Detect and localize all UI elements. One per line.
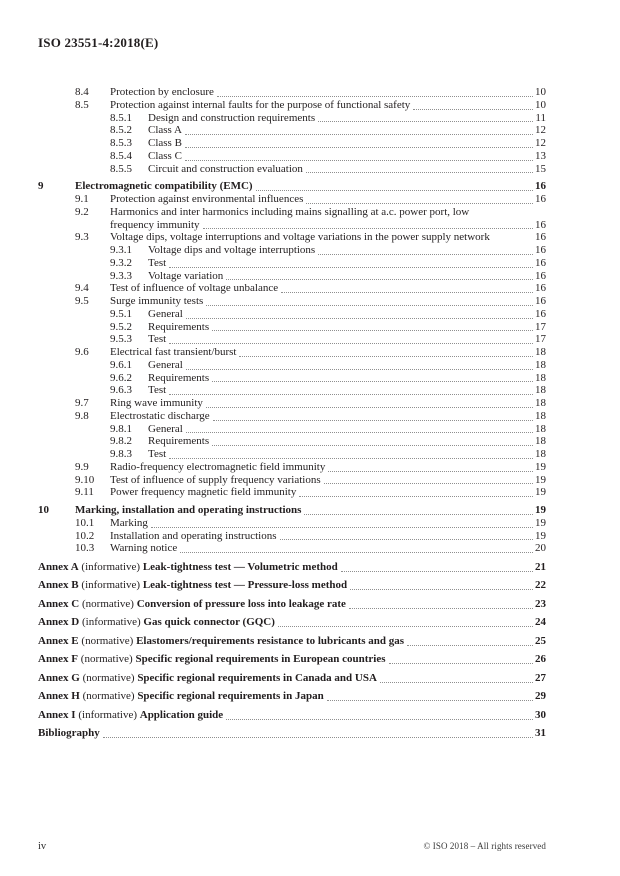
toc-entry-page: 15 xyxy=(535,162,546,175)
toc-annex-entry[interactable] xyxy=(38,690,546,703)
toc-entry[interactable] xyxy=(38,112,546,125)
toc-entry-number: 8.5.1 xyxy=(110,111,132,124)
toc-entry-page: 21 xyxy=(535,560,546,573)
toc-entry-title: Class C xyxy=(148,149,182,162)
toc-entry-page: 16 xyxy=(535,193,546,205)
toc-entry-title: Test xyxy=(148,384,167,397)
toc-entry-title: Test xyxy=(148,333,167,346)
dot-leader xyxy=(103,735,533,738)
toc-entry[interactable] xyxy=(38,504,546,517)
dot-leader xyxy=(206,303,533,306)
toc-entry-title: Protection against environmental influences xyxy=(110,193,304,205)
toc-entry[interactable] xyxy=(38,163,546,176)
toc-entry[interactable] xyxy=(38,321,546,334)
toc-entry-page: 11 xyxy=(535,111,546,124)
toc-annex-entry[interactable] xyxy=(38,579,546,592)
toc-entry-page: 16 xyxy=(535,282,546,295)
toc-entry-title: Annex H (normative) Specific regional requirements in Japan xyxy=(38,690,324,702)
toc-entry-title: Requirements xyxy=(148,371,210,384)
toc-entry[interactable] xyxy=(38,530,546,543)
dot-leader xyxy=(206,405,533,408)
toc-entry-page: 18 xyxy=(535,422,546,435)
toc-entry[interactable] xyxy=(38,99,546,112)
toc-entry[interactable] xyxy=(38,86,546,99)
toc-entry-title: Test xyxy=(148,256,167,269)
dot-leader xyxy=(413,107,533,110)
dot-leader xyxy=(256,188,533,191)
toc-entry-number: 9.5.2 xyxy=(110,320,132,333)
toc-entry-title: Class B xyxy=(148,137,182,149)
toc-entry-page: 30 xyxy=(535,708,546,721)
toc-entry[interactable] xyxy=(38,295,546,308)
toc-entry-page: 17 xyxy=(535,333,546,346)
dot-leader xyxy=(318,119,533,122)
toc-entry-title: Annex D (informative) Gas quick connector (GQC) xyxy=(38,616,275,628)
toc-entry-page: 16 xyxy=(535,269,546,282)
toc-entry-page: 16 xyxy=(535,295,546,307)
toc-entry-number: 9.2 xyxy=(75,205,89,218)
toc-entry-number: 10.3 xyxy=(75,542,95,555)
dot-leader xyxy=(328,469,533,472)
dot-leader xyxy=(212,379,533,382)
dot-leader xyxy=(151,525,533,528)
toc-annex-entry[interactable] xyxy=(38,709,546,722)
toc-entry-page: 31 xyxy=(535,727,546,739)
toc-entry-page: 18 xyxy=(535,448,546,460)
toc-entry[interactable] xyxy=(38,270,546,283)
toc-entry-page: 19 xyxy=(535,529,546,542)
toc-entry-title: Bibliography xyxy=(38,727,100,739)
toc-entry-number: 9.8.1 xyxy=(110,422,132,435)
dot-leader xyxy=(281,290,533,293)
toc-entry-title: Test xyxy=(148,448,167,460)
dot-leader xyxy=(203,226,533,229)
dot-leader xyxy=(186,316,533,319)
toc-entry-title: Voltage dips and voltage interruptions xyxy=(148,244,316,256)
toc-entry-title: Requirements xyxy=(148,320,210,333)
toc-entry-title: Electrical fast transient/burst xyxy=(110,346,237,358)
toc-entry-title: Electrostatic discharge xyxy=(110,409,210,422)
toc-entry-page: 19 xyxy=(535,486,546,499)
dot-leader xyxy=(278,624,533,627)
dot-leader xyxy=(306,170,533,173)
toc-entry-title: Annex B (informative) Leak-tightness test — Pressure-loss method xyxy=(38,579,348,591)
dot-leader xyxy=(185,158,533,161)
toc-entry-number: 9.7 xyxy=(75,397,89,409)
toc-annex-entry[interactable] xyxy=(38,616,546,629)
toc-entry-number: 9.11 xyxy=(75,486,94,499)
table-of-contents xyxy=(38,86,546,740)
toc-entry-title: General xyxy=(148,422,183,435)
toc-annex-entry[interactable] xyxy=(38,561,546,574)
toc-entry-page: 16 xyxy=(535,244,546,256)
toc-entry-number: 9.6 xyxy=(75,346,89,358)
toc-entry-title-line2: frequency immunity xyxy=(110,218,200,231)
toc-entry-page: 20 xyxy=(535,542,546,555)
toc-entry[interactable] xyxy=(38,410,546,423)
toc-entry-page: 24 xyxy=(535,616,546,628)
toc-entry-title: Annex F (normative) Specific regional requirements in European countries xyxy=(38,653,386,665)
toc-entry-title: Annex G (normative) Specific regional requirements in Canada and USA xyxy=(38,671,377,684)
dot-leader xyxy=(169,392,533,395)
toc-entry[interactable] xyxy=(38,372,546,385)
dot-leader xyxy=(304,512,533,515)
dot-leader xyxy=(213,418,533,421)
toc-entry-page: 26 xyxy=(535,653,546,665)
toc-entry-title: Marking, installation and operating instructions xyxy=(75,504,302,516)
page-footer xyxy=(38,841,546,852)
dot-leader xyxy=(299,494,533,497)
toc-entry-page: 16 xyxy=(535,180,546,193)
dot-leader xyxy=(407,643,533,646)
toc-entry-page: 17 xyxy=(535,320,546,333)
toc-entry-title: Annex C (normative) Conversion of pressure loss into leakage rate xyxy=(38,597,346,610)
toc-entry-number: 8.5 xyxy=(75,98,89,111)
toc-entry-page: 23 xyxy=(535,597,546,610)
dot-leader xyxy=(239,354,533,357)
toc-entry-page: 12 xyxy=(535,137,546,149)
toc-entry-title: General xyxy=(148,307,183,320)
dot-leader xyxy=(341,569,533,572)
dot-leader xyxy=(226,717,533,720)
dot-leader xyxy=(180,550,533,553)
toc-annex-entry[interactable] xyxy=(38,672,546,685)
toc-entry-page: 22 xyxy=(535,579,546,591)
dot-leader xyxy=(280,537,534,540)
toc-entry-number: 9.1 xyxy=(75,193,89,205)
toc-entry[interactable] xyxy=(38,137,546,150)
toc-entry[interactable] xyxy=(38,180,546,193)
toc-entry-number: 9.3.1 xyxy=(110,244,132,256)
toc-entry-page: 25 xyxy=(535,634,546,647)
toc-entry-page: 16 xyxy=(535,307,546,320)
dot-leader xyxy=(491,241,534,244)
toc-entry[interactable] xyxy=(38,359,546,372)
toc-entry[interactable] xyxy=(38,474,546,487)
toc-entry-title: Test of influence of voltage unbalance xyxy=(110,282,279,295)
dot-leader xyxy=(212,328,533,331)
dot-leader xyxy=(318,252,533,255)
toc-entry[interactable] xyxy=(38,423,546,436)
toc-entry-number: 8.5.5 xyxy=(110,162,132,175)
toc-entry-title: Warning notice xyxy=(110,542,178,555)
toc-entry[interactable] xyxy=(38,257,546,270)
toc-entry-page: 16 xyxy=(535,218,546,231)
toc-entry-number: 10 xyxy=(38,504,49,516)
toc-entry-number: 9.3.2 xyxy=(110,256,132,269)
toc-annex-entry[interactable] xyxy=(38,653,546,666)
toc-entry[interactable] xyxy=(38,308,546,321)
toc-entry-title: Annex A (informative) Leak-tightness test — Volumetric method xyxy=(38,560,338,573)
toc-entry-title: Radio-frequency electromagnetic field immunity xyxy=(110,460,326,473)
dot-leader xyxy=(212,443,533,446)
toc-entry-title: Protection against internal faults for the purpose of functional safety xyxy=(110,98,411,111)
toc-entry[interactable] xyxy=(38,517,546,530)
toc-entry-number: 9.5.1 xyxy=(110,307,132,320)
toc-entry-page: 18 xyxy=(535,435,546,448)
toc-entry-number: 9.6.2 xyxy=(110,371,132,384)
toc-entry-title xyxy=(110,206,546,232)
toc-annex-entry[interactable] xyxy=(38,598,546,611)
toc-entry-number: 9.9 xyxy=(75,460,89,473)
toc-entry-page: 13 xyxy=(535,149,546,162)
dot-leader xyxy=(349,606,533,609)
toc-entry-number: 9 xyxy=(38,180,44,193)
dot-leader xyxy=(185,145,533,148)
toc-entry-page: 19 xyxy=(535,460,546,473)
toc-entry-page: 16 xyxy=(535,231,546,244)
toc-entry-title: Power frequency magnetic field immunity xyxy=(110,486,297,499)
toc-entry[interactable] xyxy=(38,435,546,448)
toc-entry-title: Circuit and construction evaluation xyxy=(148,162,303,175)
toc-entry[interactable] xyxy=(38,333,546,346)
toc-entry-title: Test of influence of supply frequency variations xyxy=(110,473,321,486)
toc-entry[interactable] xyxy=(38,231,546,244)
toc-entry-number: 9.8.2 xyxy=(110,435,132,448)
toc-entry-page: 18 xyxy=(535,397,546,409)
toc-entry-number: 9.3 xyxy=(75,231,89,244)
toc-entry[interactable] xyxy=(38,461,546,474)
toc-entry[interactable] xyxy=(38,282,546,295)
toc-entry-number: 9.6.1 xyxy=(110,358,132,371)
toc-entry-title: Design and construction requirements xyxy=(148,111,316,124)
dot-leader xyxy=(350,587,533,590)
toc-annex-entry[interactable] xyxy=(38,635,546,648)
toc-entry-number: 9.8.3 xyxy=(110,448,132,460)
toc-entry-number: 9.4 xyxy=(75,282,89,295)
toc-entry-number: 8.5.4 xyxy=(110,149,132,162)
toc-entry[interactable] xyxy=(38,542,546,555)
toc-entry-number: 8.4 xyxy=(75,86,89,98)
toc-bibliography-entry[interactable] xyxy=(38,727,546,740)
toc-entry-page: 18 xyxy=(535,371,546,384)
toc-entry-title: Requirements xyxy=(148,435,210,448)
toc-entry[interactable] xyxy=(38,486,546,499)
toc-entry[interactable] xyxy=(38,384,546,397)
toc-entry-number: 10.1 xyxy=(75,516,95,529)
toc-entry-page: 18 xyxy=(535,409,546,422)
toc-entry[interactable] xyxy=(38,206,546,232)
dot-leader xyxy=(169,456,533,459)
dot-leader xyxy=(324,481,533,484)
toc-entry-page: 29 xyxy=(535,690,546,702)
toc-entry-page: 18 xyxy=(535,358,546,371)
toc-entry-title: Voltage dips, voltage interruptions and voltage variations in the power supply network xyxy=(110,231,490,244)
toc-entry[interactable] xyxy=(38,150,546,163)
toc-entry[interactable] xyxy=(38,397,546,410)
toc-entry-title: Electromagnetic compatibility (EMC) xyxy=(75,180,253,193)
toc-entry-title: Ring wave immunity xyxy=(110,397,203,409)
toc-entry-title: Installation and operating instructions xyxy=(110,529,277,542)
toc-entry-page: 19 xyxy=(535,516,546,529)
copyright-notice: © ISO 2018 – All rights reserved xyxy=(423,841,546,851)
dot-leader xyxy=(226,277,533,280)
toc-entry-title: Class A xyxy=(148,124,182,137)
dot-leader xyxy=(389,661,533,664)
toc-entry[interactable] xyxy=(38,448,546,461)
dot-leader xyxy=(217,94,533,97)
toc-entry[interactable] xyxy=(38,193,546,206)
toc-entry-title: Surge immunity tests xyxy=(110,295,204,307)
toc-entry-page: 12 xyxy=(535,124,546,137)
toc-entry-title: General xyxy=(148,358,183,371)
toc-entry-number: 9.8 xyxy=(75,409,89,422)
dot-leader xyxy=(306,201,533,204)
toc-entry-title: Annex E (normative) Elastomers/requirements resistance to lubricants and gas xyxy=(38,634,405,647)
toc-entry[interactable] xyxy=(38,124,546,137)
toc-entry-number: 9.5.3 xyxy=(110,333,132,346)
dot-leader xyxy=(327,698,533,701)
dot-leader xyxy=(169,341,533,344)
toc-entry-page: 10 xyxy=(535,86,546,98)
dot-leader xyxy=(169,265,533,268)
toc-entry-title: Annex I (informative) Application guide xyxy=(38,708,224,721)
dot-leader xyxy=(186,367,533,370)
toc-entry-number: 9.10 xyxy=(75,473,95,486)
dot-leader xyxy=(186,430,533,433)
toc-entry[interactable] xyxy=(38,244,546,257)
document-reference-header: ISO 23551-4:2018(E) xyxy=(38,35,159,50)
dot-leader xyxy=(380,680,533,683)
dot-leader xyxy=(185,132,533,135)
toc-entry-page: 18 xyxy=(535,384,546,397)
toc-entry-title: Voltage variation xyxy=(148,269,224,282)
toc-entry-number: 9.5 xyxy=(75,295,89,307)
toc-entry-number: 9.3.3 xyxy=(110,269,132,282)
toc-entry-number: 8.5.2 xyxy=(110,124,132,137)
toc-entry-page: 16 xyxy=(535,256,546,269)
toc-entry-page: 27 xyxy=(535,671,546,684)
toc-entry-number: 10.2 xyxy=(75,529,95,542)
toc-entry-number: 9.6.3 xyxy=(110,384,132,397)
toc-entry-page: 19 xyxy=(535,473,546,486)
toc-entry-page: 18 xyxy=(535,346,546,358)
toc-entry-title: Protection by enclosure xyxy=(110,86,214,98)
toc-entry-page: 10 xyxy=(535,98,546,111)
toc-entry-page: 19 xyxy=(535,504,546,516)
folio-page-number: iv xyxy=(38,841,47,852)
toc-entry[interactable] xyxy=(38,346,546,359)
toc-entry-number: 8.5.3 xyxy=(110,137,132,149)
toc-entry-title-line1: Harmonics and inter harmonics including mains signalling at a.c. power port, low xyxy=(110,205,470,218)
toc-entry-title: Marking xyxy=(110,516,148,529)
